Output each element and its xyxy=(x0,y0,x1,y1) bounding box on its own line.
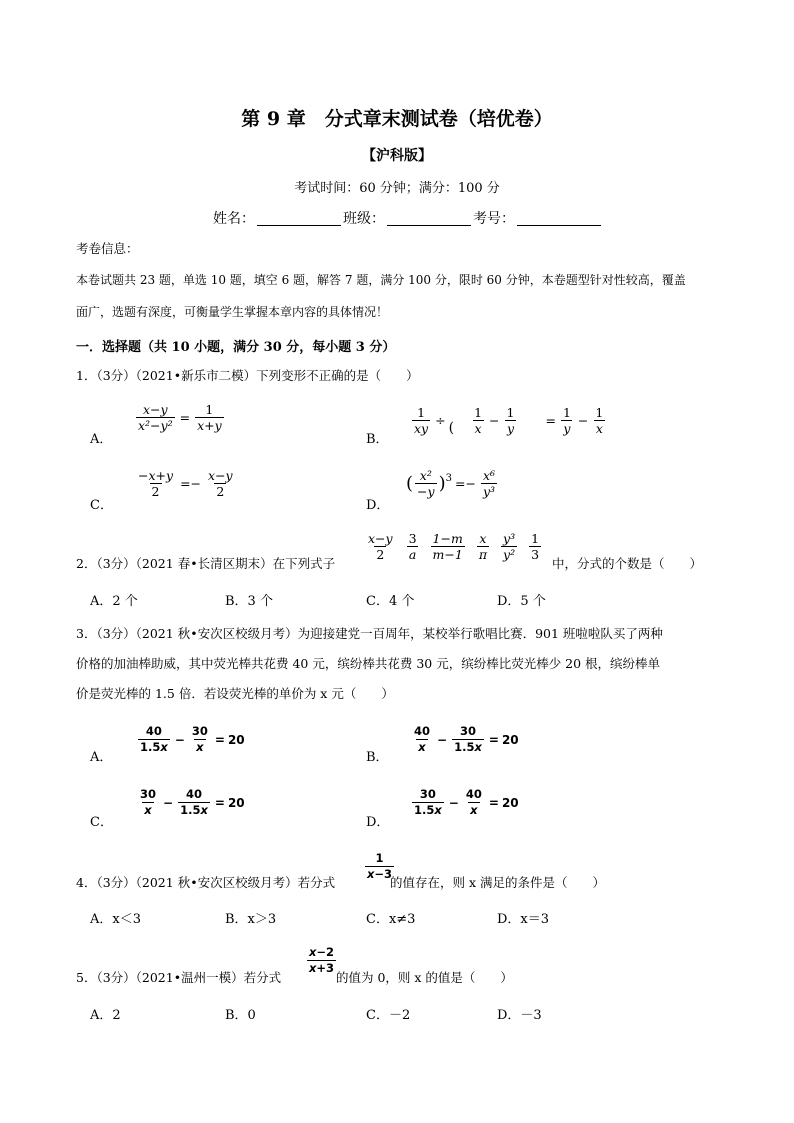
q5-option-a[interactable]: A．2 xyxy=(90,1008,121,1023)
q2-option-a[interactable]: A．2 个 xyxy=(90,594,138,609)
q4-option-b[interactable]: B．x＞3 xyxy=(225,912,277,927)
q3-label-d: D． xyxy=(366,815,390,830)
q1-formula-a: $\frac{x-y}{\text{x²−y²}}$ = $\frac{1}{x+y}$ xyxy=(138,402,222,433)
section-title: 一．选择题（共 10 小题，满分 30 分，每小题 3 分） xyxy=(76,340,396,355)
question-3-line-1: 3．（3分）（2021 秋•安次区校级月考）为迎接建党一百周年，某校举行歌唱比赛．901 班啦啦队买了两种 xyxy=(76,626,663,641)
q3-label-a: A． xyxy=(90,750,113,765)
name-field[interactable] xyxy=(257,211,341,226)
q2-option-c[interactable]: C．4 个 xyxy=(366,594,415,609)
edition-label: 【沪科版】 xyxy=(362,148,432,164)
q4-option-c[interactable]: C．x≠3 xyxy=(366,912,416,927)
q1-label-a: A． xyxy=(90,432,113,447)
q3-label-c: C． xyxy=(90,815,113,830)
q5-option-c[interactable]: C．－2 xyxy=(366,1008,411,1023)
exam-meta: 考试时间：60 分钟；满分：100 分 xyxy=(294,181,500,196)
info-heading: 考卷信息： xyxy=(76,241,139,256)
q3-label-b: B． xyxy=(366,750,389,765)
question-3-line-3: 价是荧光棒的 1.5 倍．若设荧光棒的单价为 x 元（ ） xyxy=(76,686,394,701)
q5-option-d[interactable]: D．－3 xyxy=(497,1008,542,1023)
q3-formula-d: $\frac{30}{1.5x}$ − $\frac{40}{x}$ = 20 xyxy=(414,787,519,817)
q3-formula-a: $\frac{40}{1.5x}$ − $\frac{30}{x}$ = 20 xyxy=(140,724,245,754)
class-field[interactable] xyxy=(387,211,471,226)
question-4-stem-a: 4．（3分）（2021 秋•安次区校级月考）若分式 xyxy=(76,875,336,890)
q1-formula-d: ( $\frac{\text{x²}}{-y}$ ) 3 =− $\frac{\text{x⁶}}{\text{y³}}$ xyxy=(406,468,496,499)
question-5-stem-a: 5．（3分）（2021•温州一模）若分式 xyxy=(76,970,282,985)
question-2-stem-b: 中，分式的个数是（ ） xyxy=(552,556,703,571)
q4-option-d[interactable]: D．x＝3 xyxy=(497,912,550,927)
page-title: 第 9 章 分式章末测试卷（培优卷） xyxy=(241,108,553,130)
q3-formula-c: $\frac{30}{x}$ − $\frac{40}{1.5x}$ = 20 xyxy=(140,787,245,817)
q4-option-a[interactable]: A．x＜3 xyxy=(90,912,141,927)
q1-label-d: D． xyxy=(366,498,390,513)
class-label: 班级： xyxy=(343,211,385,227)
q2-option-b[interactable]: B．3 个 xyxy=(225,594,273,609)
q2-option-d[interactable]: D．5 个 xyxy=(497,594,546,609)
q5-option-b[interactable]: B．0 xyxy=(225,1008,256,1023)
question-2-stem-a: 2．（3分）（2021 春•长清区期末）在下列式子 xyxy=(76,556,336,571)
q1-label-c: C． xyxy=(90,498,113,513)
q2-expressions: $\frac{x-y}{2}$ $\frac{3}{a}$ $\frac{1-m}{m-1}$ $\frac{x}{\pi}$ $\frac{\text{y³}}{\text{y²}}$ $\frac{1}{3}$ xyxy=(368,531,540,562)
info-line-2: 面广，选题有深度，可衡量学生掌握本章内容的具体情况！ xyxy=(76,305,389,319)
q4-fraction: $\frac{1}{x-3}$ xyxy=(367,851,393,881)
q1-formula-b: $\frac{1}{xy}$ ÷ ( $\frac{1}{x}$ − $\frac{1}{y}$ = $\frac{1}{y}$ − $\frac{1}{x}$ xyxy=(414,404,604,436)
q3-formula-b: $\frac{40}{x}$ − $\frac{30}{1.5x}$ = 20 xyxy=(414,724,519,754)
number-label: 考号： xyxy=(473,211,515,227)
q1-formula-c: $\frac{-x+y}{2}$ =− $\frac{x-y}{2}$ xyxy=(138,468,233,499)
name-label: 姓名： xyxy=(213,211,255,227)
question-1-stem: 1．（3分）（2021•新乐市二模）下列变形不正确的是（ ） xyxy=(76,368,419,383)
q1-label-b: B． xyxy=(366,432,389,447)
q5-fraction: $\frac{x-2}{x+3}$ xyxy=(309,945,335,975)
question-5-stem-b: 的值为 0，则 x 的值是（ ） xyxy=(336,970,513,985)
info-line-1: 本卷试题共 23 题，单选 10 题，填空 6 题，解答 7 题，满分 100 分，限时 60 分钟，本卷题型针对性较高，覆盖 xyxy=(76,273,686,287)
candidate-info-row xyxy=(213,208,603,228)
number-field[interactable] xyxy=(517,211,601,226)
question-3-line-2: 价格的加油棒助威，其中荧光棒共花费 40 元，缤纷棒共花费 30 元，缤纷棒比荧光棒少 20 根，缤纷棒单 xyxy=(76,656,661,671)
question-4-stem-b: 的值存在，则 x 满足的条件是（ ） xyxy=(390,875,605,890)
